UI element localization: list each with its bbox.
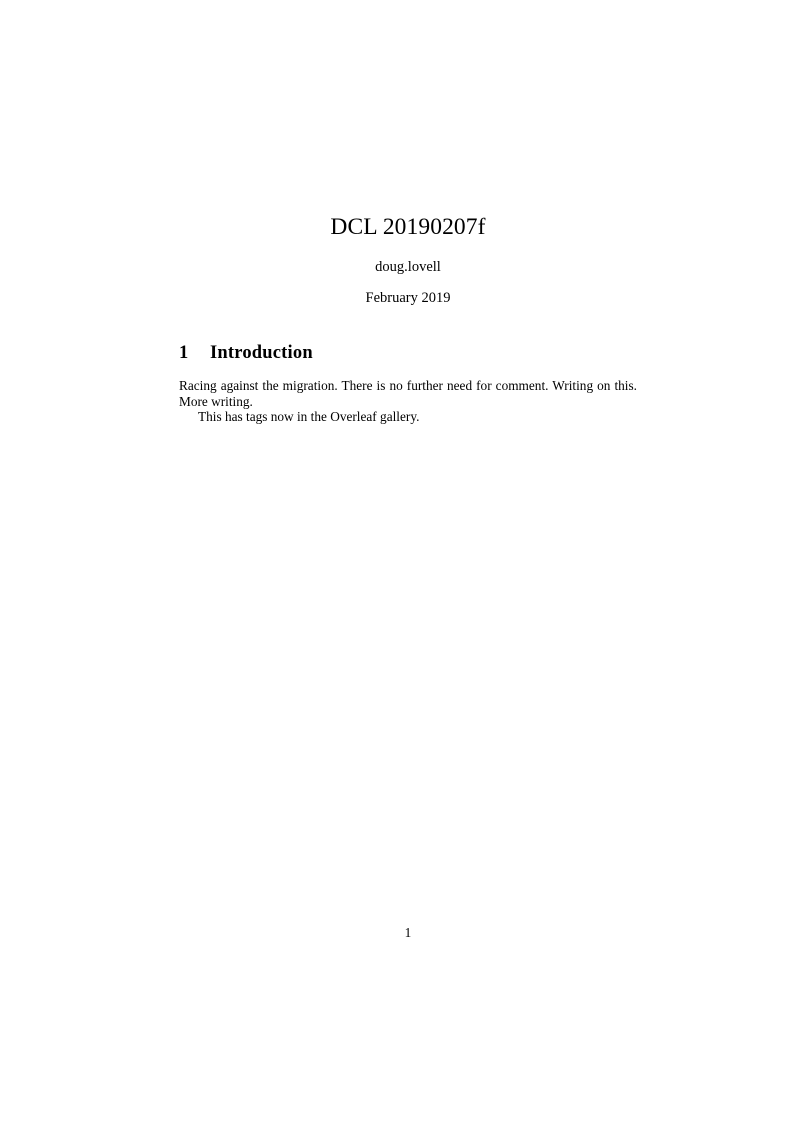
page-number: 1 bbox=[404, 925, 412, 940]
document-author: doug.lovell bbox=[375, 259, 441, 275]
section-title: Introduction bbox=[210, 343, 313, 363]
document-date: February 2019 bbox=[365, 290, 451, 306]
section-body bbox=[179, 378, 637, 425]
paragraph: This has tags now in the Overleaf gallery. bbox=[198, 409, 420, 425]
section-heading bbox=[179, 343, 637, 364]
section-number: 1 bbox=[179, 343, 189, 363]
paragraph: Racing against the migration. There is no further need for comment. Writing on this. More writing. bbox=[179, 378, 637, 409]
page-title: DCL 20190207f bbox=[330, 214, 486, 240]
